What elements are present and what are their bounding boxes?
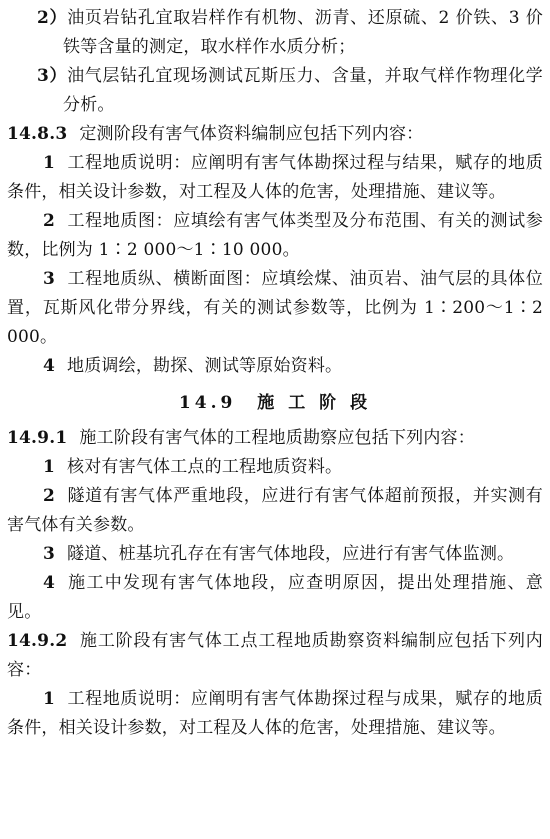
item-number: 2: [43, 211, 56, 231]
item-text: 工程地质说明：应阐明有害气体勘探过程与结果，赋存的地质条件，相关设计参数，对工程及人体的危害，处理措施、建议等。: [7, 153, 543, 202]
sub-item-2-number: 2）: [37, 8, 68, 28]
clause-14-8-3-text: 定测阶段有害气体资料编制应包括下列内容：: [79, 124, 424, 144]
clause-14-9-1-item-3: [7, 540, 543, 569]
item-text: 核对有害气体工点的工程地质资料。: [67, 457, 343, 477]
clause-14-9-1-number: 14.9.1: [7, 428, 68, 448]
clause-14-9-2-item-1: [7, 685, 543, 743]
sub-item-2: [7, 4, 543, 62]
item-number: 3: [43, 544, 56, 564]
clause-14-9-1-text: 施工阶段有害气体的工程地质勘察应包括下列内容：: [79, 428, 475, 448]
item-number: 1: [43, 689, 56, 709]
sub-item-3-number: 3）: [37, 66, 68, 86]
item-number: 1: [43, 457, 56, 477]
clause-14-8-3: [7, 120, 543, 149]
section-title: 14.9 施 工 阶 段: [178, 393, 372, 413]
item-text: 施工中发现有害气体地段，应查明原因，提出处理措施、意见。: [7, 573, 543, 622]
item-text: 工程地质说明：应阐明有害气体勘探过程与成果，赋存的地质条件，相关设计参数，对工程及人体的危害，处理措施、建议等。: [7, 689, 543, 738]
item-number: 2: [43, 486, 56, 506]
item-text: 隧道有害气体严重地段，应进行有害气体超前预报，并实测有害气体有关参数。: [7, 486, 543, 535]
item-number: 4: [43, 573, 56, 593]
clause-14-9-1-item-1: [7, 453, 543, 482]
sub-item-2-text: 油页岩钻孔宜取岩样作有机物、沥青、还原硫、2 价铁、3 价铁等含量的测定，取水样作水质分析；: [63, 8, 543, 57]
item-number: 1: [43, 153, 56, 173]
item-number: 3: [43, 269, 56, 289]
clause-14-8-3-item-1: [7, 149, 543, 207]
item-text: 隧道、桩基坑孔存在有害气体地段，应进行有害气体监测。: [67, 544, 515, 564]
clause-14-9-2-text: 施工阶段有害气体工点工程地质勘察资料编制应包括下列内容：: [7, 631, 543, 680]
clause-14-8-3-item-2: [7, 207, 543, 265]
item-text: 工程地质图：应填绘有害气体类型及分布范围、有关的测试参数，比例为 1∶2 000～1∶10 000。: [7, 211, 543, 260]
clause-14-9-2: [7, 627, 543, 685]
clause-14-8-3-item-4: [7, 352, 543, 381]
clause-14-8-3-item-3: [7, 265, 543, 352]
item-text: 工程地质纵、横断面图：应填绘煤、油页岩、油气层的具体位置，瓦斯风化带分界线，有关的测试参数等，比例为 1∶200～1∶2 000。: [7, 269, 543, 347]
clause-14-9-2-number: 14.9.2: [7, 631, 68, 651]
clause-14-9-1: [7, 424, 543, 453]
sub-item-3: [7, 62, 543, 120]
clause-14-8-3-number: 14.8.3: [7, 124, 68, 144]
sub-item-3-text: 油气层钻孔宜现场测试瓦斯压力、含量，并取气样作物理化学分析。: [63, 66, 544, 115]
item-text: 地质调绘，勘探、测试等原始资料。: [67, 356, 343, 376]
clause-14-9-1-item-4: [7, 569, 543, 627]
item-number: 4: [43, 356, 56, 376]
clause-14-9-1-item-2: [7, 482, 543, 540]
